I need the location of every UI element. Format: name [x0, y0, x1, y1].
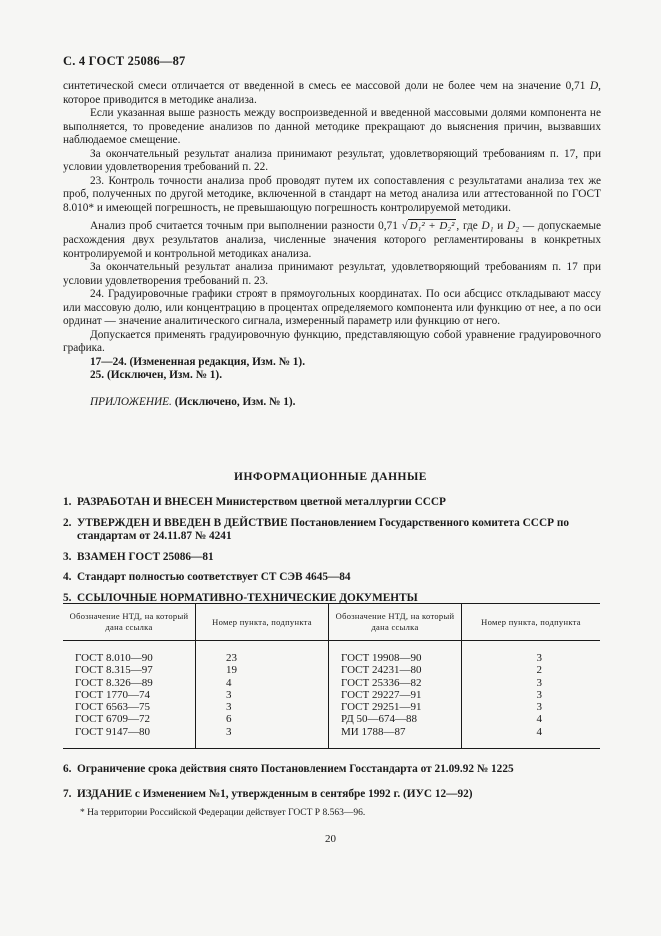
- text: Анализ проб считается точным при выполнении разности 0,71: [90, 220, 398, 233]
- variable-d2: D₂: [507, 220, 520, 233]
- doc-cell: ГОСТ 1770—74: [63, 689, 196, 701]
- paragraph: Если указанная выше разность между воспроизведенной и введенной массовыми долями компонента не выполняется, то проведение анализов по данной методике прекращают до выяснения причин, вызвавших наблюдаемое смещение.: [63, 107, 601, 147]
- amendment-note: 17—24. (Измененная редакция, Изм. № 1).: [90, 355, 306, 368]
- paragraph: [63, 220, 601, 261]
- text: , которое приводится в методике анализа.: [63, 80, 601, 106]
- text: синтетической смеси отличается от введенной в смесь ее массовой доли не более чем на значение 0,71: [63, 80, 586, 92]
- item-text: Стандарт полностью соответствует СТ СЭВ 4645—84: [77, 571, 351, 583]
- text: и: [497, 220, 504, 233]
- variable-d1: D₁: [481, 220, 494, 233]
- paragraph: [63, 80, 601, 107]
- doc-cell: ГОСТ 8.315—97: [63, 664, 196, 676]
- info-list: [63, 496, 603, 612]
- appendix-status: (Исключено, Изм. № 1).: [174, 396, 296, 409]
- doc-cell: ГОСТ 8.010—90: [63, 652, 196, 664]
- info-list-continued: [63, 763, 603, 812]
- table-row: [63, 677, 600, 689]
- table-body: [63, 641, 600, 749]
- appendix-note: [63, 396, 601, 410]
- point-cell: 4: [196, 677, 329, 689]
- header-doc-left: Обозначение НТД, на который дана ссылка: [63, 604, 196, 641]
- item-number: 4.: [63, 571, 72, 583]
- header-point-right: Номер пункта, подпункта: [462, 604, 601, 641]
- table-spacer: [63, 641, 600, 653]
- point-cell: 3: [536, 688, 542, 701]
- paragraph: За окончательный результат анализа принимают результат, удовлетворяющий требованиям п. 17 при условии удовлетворения требований п. 23.: [63, 261, 601, 287]
- header-point-left: Номер пункта, подпункта: [196, 604, 329, 641]
- item-text: РАЗРАБОТАН И ВНЕСЕН Министерством цветной металлургии СССР: [77, 496, 446, 508]
- reference-table: [63, 603, 600, 749]
- item-number: 7.: [63, 787, 72, 800]
- item-number: 1.: [63, 496, 72, 508]
- item-text: УТВЕРЖДЕН И ВВЕДЕН В ДЕЙСТВИЕ Постановлением Государственного комитета СССР по стандартам от 24.11.87 № 4241: [77, 516, 569, 542]
- footnote: * На территории Российской Федерации действует ГОСТ Р 8.563—96.: [80, 808, 366, 818]
- point-cell: 23: [196, 652, 329, 664]
- formula-radicand: D₁² + D₂²: [409, 220, 455, 233]
- point-cell: 2: [536, 664, 542, 677]
- doc-cell: МИ 1788—87: [329, 726, 462, 749]
- item-text: ССЫЛОЧНЫЕ НОРМАТИВНО-ТЕХНИЧЕСКИЕ ДОКУМЕНТЫ: [77, 591, 418, 604]
- paragraph: 24. Градуировочные графики строят в прямоугольных координатах. По оси абсцисс откладывают массу или массовую долю, или концентрацию в процентах определяемого компонента или функцию от нее, а по оси ординат — значение аналитического сигнала, измеренный параметр или функцию от него.: [63, 288, 601, 328]
- info-title: ИНФОРМАЦИОННЫЕ ДАННЫЕ: [234, 471, 427, 483]
- point-cell: 3: [536, 652, 542, 664]
- table-row: [63, 689, 600, 701]
- item-number: 3.: [63, 550, 72, 563]
- point-cell: 6: [196, 713, 329, 725]
- doc-cell: РД 50—674—88: [329, 713, 462, 725]
- point-cell: 3: [536, 701, 542, 714]
- table-row: [63, 726, 600, 749]
- doc-cell: ГОСТ 9147—80: [63, 726, 196, 749]
- appendix-label: ПРИЛОЖЕНИЕ.: [90, 396, 172, 409]
- item-number: 2.: [63, 516, 72, 529]
- doc-cell: ГОСТ 29227—91: [329, 689, 462, 701]
- table-row: [63, 701, 600, 713]
- table-header-row: [63, 604, 600, 641]
- info-item: [63, 788, 603, 802]
- paragraph: За окончательный результат анализа принимают результат, удовлетворяющий требованиям п. 17, при условии удовлетворения требований п. 22.: [63, 147, 601, 174]
- page-header: С. 4 ГОСТ 25086—87: [63, 54, 186, 68]
- info-item: [63, 571, 603, 585]
- sqrt-formula: √ D₁² + D₂²: [401, 220, 455, 233]
- page-number: 20: [325, 833, 336, 845]
- doc-cell: ГОСТ 6709—72: [63, 713, 196, 725]
- point-cell: 4: [462, 726, 601, 749]
- amendment-note: 25. (Исключен, Изм. № 1).: [90, 369, 223, 382]
- item-text: Ограничение срока действия снято Постановлением Госстандарта от 21.09.92 № 1225: [77, 763, 514, 775]
- point-cell: 3: [196, 701, 329, 713]
- doc-cell: ГОСТ 8.326—89: [63, 677, 196, 689]
- doc-cell: ГОСТ 19908—90: [329, 652, 462, 664]
- text: , где: [456, 220, 478, 233]
- text: — допускаемые расхождения двух результатов анализа, численные значения которого регламентированы в конкретных контролируемой и контрольной методиках анализа.: [63, 220, 602, 260]
- item-text: ВЗАМЕН ГОСТ 25086—81: [77, 550, 214, 563]
- point-cell: 3: [196, 689, 329, 701]
- item-number: 6.: [63, 763, 72, 775]
- table-row: [63, 713, 600, 725]
- point-cell: 4: [536, 713, 542, 726]
- doc-cell: ГОСТ 25336—82: [329, 677, 462, 689]
- info-item: [63, 763, 603, 777]
- item-number: 5.: [63, 591, 72, 604]
- info-item: [63, 551, 603, 565]
- paragraph: 23. Контроль точности анализа проб проводят путем их сопоставления с результатами анализа тех же проб, полученных по другой методике, включенной в стандарт на метод анализа или аттестованной по ГОСТ 8.010* и имеющей погрешность, не превышающую погрешность контролируемой методики.: [63, 174, 601, 214]
- body-text: [63, 80, 601, 410]
- point-cell: 3: [196, 726, 329, 749]
- point-cell: 3: [536, 676, 542, 689]
- table-row: [63, 652, 600, 664]
- doc-cell: ГОСТ 29251—91: [329, 701, 462, 713]
- doc-cell: ГОСТ 24231—80: [329, 664, 462, 676]
- variable-d: D: [590, 80, 599, 92]
- item-text: ИЗДАНИЕ с Изменением №1, утвержденным в сентябре 1992 г. (ИУС 12—92): [77, 787, 473, 800]
- paragraph: Допускается применять градуировочную функцию, представляющую собой уравнение градуировочного графика.: [63, 328, 601, 355]
- doc-cell: ГОСТ 6563—75: [63, 701, 196, 713]
- point-cell: 19: [196, 664, 329, 676]
- header-doc-right: Обозначение НТД, на который дана ссылка: [329, 604, 462, 641]
- info-item: [63, 496, 603, 510]
- table-row: [63, 664, 600, 676]
- info-item: [63, 517, 603, 544]
